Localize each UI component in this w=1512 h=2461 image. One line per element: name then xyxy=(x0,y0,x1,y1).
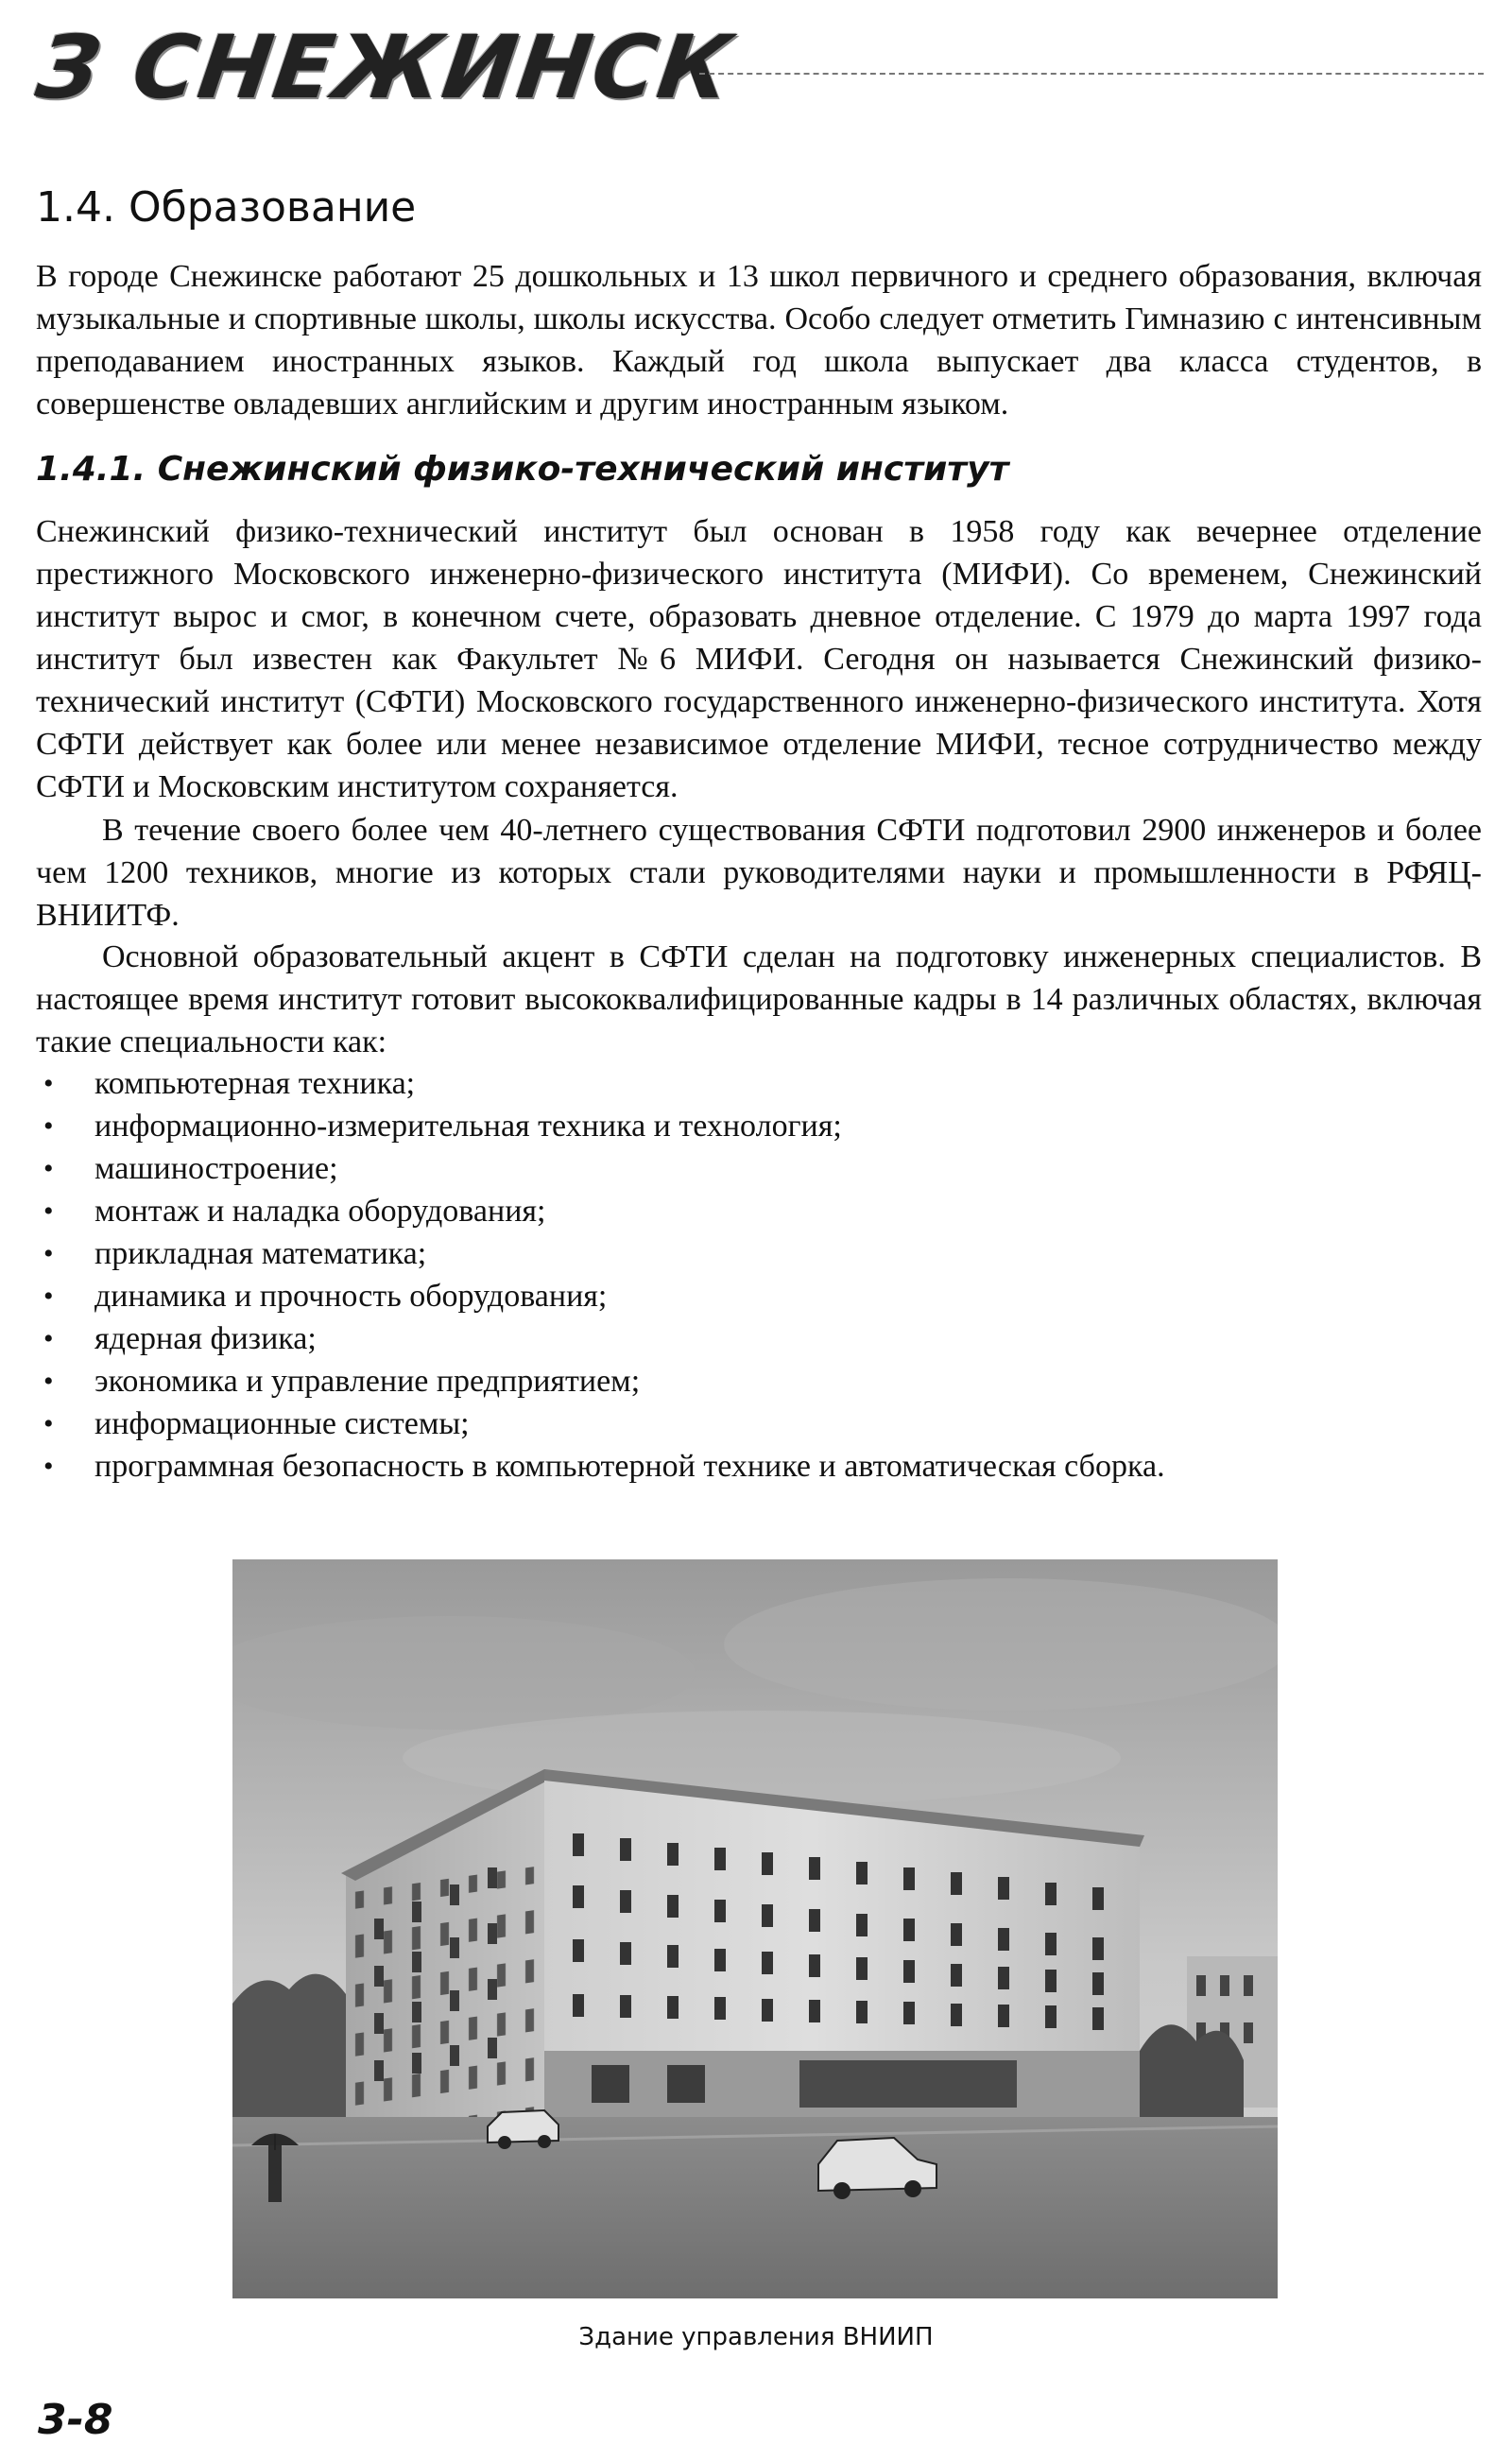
bullet-icon: • xyxy=(43,1068,54,1099)
bullet-icon: • xyxy=(43,1153,54,1184)
list-item-text: информационные системы; xyxy=(94,1406,470,1441)
bullet-icon: • xyxy=(43,1408,54,1439)
bullet-icon: • xyxy=(43,1366,54,1397)
list-item xyxy=(36,1147,1482,1190)
list-item xyxy=(36,1232,1482,1275)
list-item xyxy=(36,1190,1482,1232)
building-photo-illustration xyxy=(232,1559,1278,2298)
header-divider xyxy=(699,73,1484,75)
list-item-text: экономика и управление предприятием; xyxy=(94,1364,641,1399)
list-item xyxy=(36,1360,1482,1403)
list-item xyxy=(36,1275,1482,1317)
list-item-text: монтаж и наладка оборудования; xyxy=(94,1194,546,1229)
page-header xyxy=(30,17,1484,125)
section-heading: 1.4. Образование xyxy=(36,183,417,232)
list-item-text: программная безопасность в компьютерной технике и автоматическая сборка. xyxy=(94,1449,1165,1484)
list-item-text: ядерная физика; xyxy=(94,1321,317,1356)
bullet-icon: • xyxy=(43,1323,54,1354)
bullet-icon: • xyxy=(43,1110,54,1142)
list-item-text: машиностроение; xyxy=(94,1151,338,1186)
list-item-text: прикладная математика; xyxy=(94,1236,427,1271)
building-photo xyxy=(232,1559,1278,2298)
subsection-heading: 1.4.1. Снежинский физико-технический институт xyxy=(36,450,1009,489)
list-item xyxy=(36,1445,1482,1488)
intro-paragraph: В городе Снежинске работают 25 дошкольных и 13 школ первичного и среднего образования, включая музыкальные и спортивные школы, школы искусства. Особо следует отметить Гимназию с интенсивным преподаванием иностранных языков. Каждый год школа выпускает два класса студентов, в совершенстве овладевших английским и другим иностранным языком. xyxy=(36,259,1482,422)
photo-caption: Здание управления ВНИИП xyxy=(578,2323,934,2351)
chapter-title: З СНЕЖИНСК xyxy=(30,17,739,118)
specialties-list xyxy=(36,1062,1482,1488)
bullet-icon: • xyxy=(43,1451,54,1482)
list-item xyxy=(36,1062,1482,1105)
list-item-text: компьютерная техника; xyxy=(94,1066,416,1101)
bullet-icon: • xyxy=(43,1196,54,1227)
list-item-text: динамика и прочность оборудования; xyxy=(94,1279,608,1314)
page-number: 3-8 xyxy=(38,2396,113,2444)
institute-paragraph-3: Основной образовательный акцент в СФТИ сделан на подготовку инженерных специалистов. В настоящее время институт готовит высококвалифицированные кадры в 14 различных областях, включая такие специальности как: xyxy=(36,939,1482,1059)
bullet-icon: • xyxy=(43,1238,54,1269)
list-item xyxy=(36,1105,1482,1147)
institute-paragraph-2: В течение своего более чем 40-летнего существования СФТИ подготовил 2900 инженеров и более чем 1200 техников, многие из которых стали руководителями науки и промышленности в РФЯЦ-ВНИИТФ. xyxy=(36,813,1482,933)
bullet-icon: • xyxy=(43,1281,54,1312)
list-item xyxy=(36,1403,1482,1445)
list-item xyxy=(36,1317,1482,1360)
institute-paragraph-1: Снежинский физико-технический институт был основан в 1958 году как вечернее отделение престижного Московского инженерно-физического института (МИФИ). Со временем, Снежинский институт вырос и смог, в конечном счете, образовать дневное отделение. С 1979 до марта 1997 года институт был известен как Факультет №6 МИФИ. Сегодня он называется Снежинский физико-технический институт (СФТИ) Московского государственного инженерно-физического института. Хотя СФТИ действует как более или менее независимое отделение МИФИ, тесное сотрудничество между СФТИ и Московским институтом сохраняется. xyxy=(36,514,1482,804)
list-item-text: информационно-измерительная техника и технология; xyxy=(94,1109,842,1144)
